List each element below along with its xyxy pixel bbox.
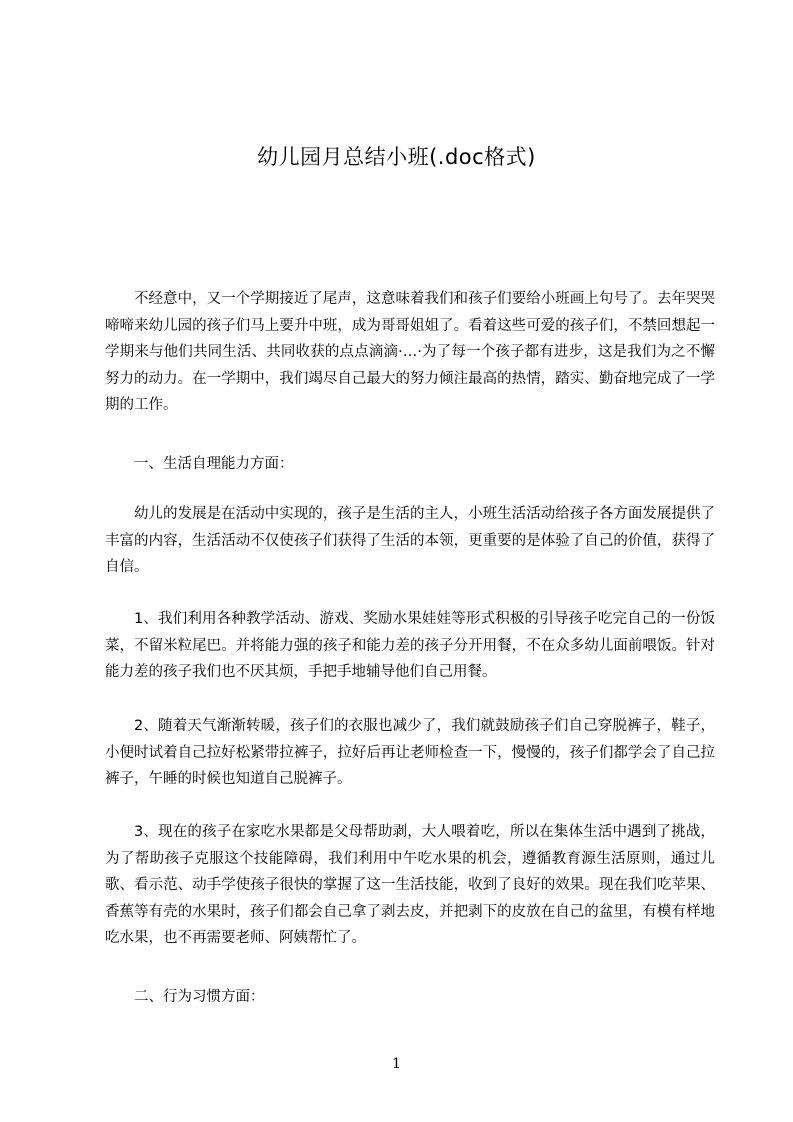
intro-paragraph: 不经意中，又一个学期接近了尾声，这意味着我们和孩子们要给小班画上句号了。去年哭哭啼啼来幼儿园的孩子们马上要升中班，成为哥哥姐姐了。看着这些可爱的孩子们，不禁回想起一学期来与他们共同生活、共同收获的点点滴滴·…·为了每一个孩子都有进步，这是我们为之不懈努力的动力。在一学期中，我们竭尽自己最大的努力倾注最高的热情，踏实、勤奋地完成了一学期的工作。 xyxy=(105,291,715,413)
document-title: 幼儿园月总结小班(.doc格式) xyxy=(257,145,536,169)
section-heading-behavior: 二、行为习惯方面： xyxy=(134,989,265,1005)
page-number: 1 xyxy=(392,1056,401,1072)
life-skills-paragraph: 幼儿的发展是在活动中实现的，孩子是生活的主人，小班生活活动给孩子各方面发展提供了丰富的内容，生活活动不仅使孩子们获得了生活的本领，更重要的是体验了自己的价值，获得了自信。 xyxy=(105,506,715,575)
item-3-paragraph: 3、现在的孩子在家吃水果都是父母帮助剥，大人喂着吃，所以在集体生活中遇到了挑战，为了帮助孩子克服这个技能障碍，我们利用中午吃水果的机会，遵循教育源生活原则，通过儿歌、看示范、动手学使孩子很快的掌握了这一生活技能，收到了良好的效果。现在我们吃苹果、香蕉等有壳的水果时，孩子们都会自己拿了剥去皮，并把剥下的皮放在自己的盆里，有模有样地吃水果，也不再需要老师、阿姨帮忙了。 xyxy=(105,824,715,946)
item-2-paragraph: 2、随着天气渐渐转暖，孩子们的衣服也减少了，我们就鼓励孩子们自己穿脱裤子，鞋子，小便时试着自己拉好松紧带拉裤子，拉好后再让老师检查一下，慢慢的，孩子们都学会了自己拉裤子，午睡的时候也知道自己脱裤子。 xyxy=(105,718,715,787)
section-heading-life-skills: 一、生活自理能力方面： xyxy=(134,456,294,472)
item-1-paragraph: 1、我们利用各种教学活动、游戏、奖励水果娃娃等形式积极的引导孩子吃完自己的一份饭菜，不留米粒尾巴。并将能力强的孩子和能力差的孩子分开用餐，不在众多幼儿面前喂饭。针对能力差的孩子我们也不厌其烦，手把手地辅导他们自己用餐。 xyxy=(105,611,715,680)
